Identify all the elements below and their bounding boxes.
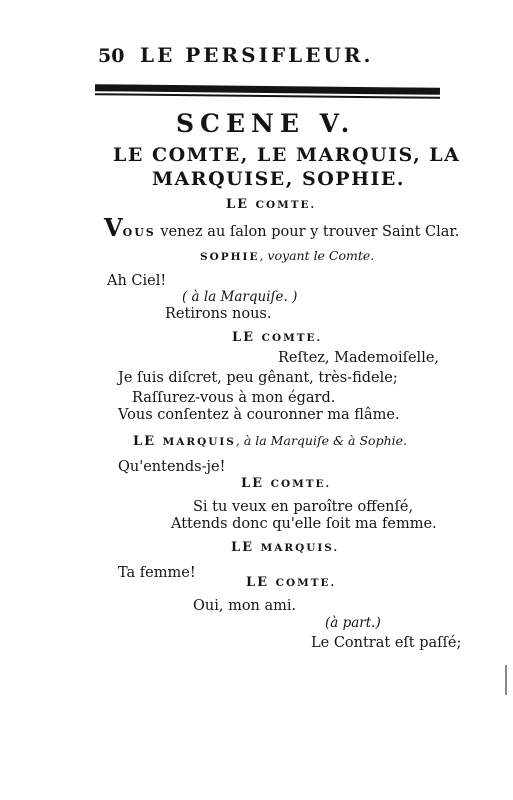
scene-title: SCENE V.: [176, 109, 356, 138]
speaker-name: COMTE.: [275, 577, 337, 589]
speaker-heading: [241, 477, 331, 490]
stage-direction: (à part.): [325, 615, 381, 631]
small-caps-opening: OUS: [122, 226, 156, 239]
dialogue-text: venez au ſalon pour y trouver Saint Clar.: [155, 224, 460, 240]
stage-direction: ( à la Marquiſe. ): [182, 289, 298, 305]
drop-cap: V: [104, 213, 123, 242]
dialogue-line: Oui, mon ami.: [193, 598, 297, 614]
dialogue-line: Je ſuis diſcret, peu gênant, très-fidele;: [118, 370, 398, 386]
running-head: LE PERSIFLEUR.: [140, 43, 374, 67]
speaker-name: MARQUIS.: [260, 542, 340, 554]
cast-list-line-1: LE COMTE, LE MARQUIS, LA: [113, 144, 461, 166]
speaker-article: LE: [241, 476, 265, 491]
speaker-article: LE: [232, 330, 256, 345]
speaker-heading: [133, 435, 407, 448]
dialogue-line: Raſſurez-vous à mon égard.: [132, 390, 336, 406]
stage-direction: , voyant le Comte.: [259, 248, 375, 263]
speaker-heading: [246, 576, 336, 589]
speaker-name: COMTE.: [270, 478, 332, 490]
speaker-heading: [231, 541, 339, 554]
stage-direction: , à la Marquiſe & à Sophie.: [235, 433, 407, 448]
page-number: 50: [98, 45, 125, 67]
dialogue-line: Le Contrat eſt paſſé;: [311, 635, 462, 651]
dialogue-line: Si tu veux en paroître offenſé,: [193, 499, 414, 515]
speaker-heading: [232, 331, 322, 344]
dialogue-line: Qu'entends-je!: [118, 459, 226, 475]
dialogue-line: Ta femme!: [118, 565, 196, 581]
cast-list-line-2: MARQUISE, SOPHIE.: [152, 168, 405, 190]
speaker-heading: [200, 250, 374, 263]
speaker-article: LE: [246, 575, 270, 590]
speaker-name: MARQUIS: [162, 436, 236, 448]
speaker-name: COMTE.: [261, 332, 323, 344]
speaker-heading: [226, 198, 316, 211]
dialogue-line: Reſtez, Mademoiſelle,: [278, 350, 440, 366]
speaker-article: LE: [231, 540, 255, 555]
page-edge-mark: [505, 665, 507, 695]
speaker-article: LE: [226, 197, 250, 212]
speaker-name: COMTE.: [255, 199, 317, 211]
dialogue-line: [104, 213, 460, 242]
speaker-article: LE: [133, 434, 157, 449]
dialogue-line: Retirons nous.: [165, 306, 272, 322]
speaker-name: SOPHIE: [200, 251, 260, 263]
dialogue-line: Ah Ciel!: [107, 273, 167, 289]
dialogue-line: Attends donc qu'elle ſoit ma femme.: [171, 516, 437, 532]
dialogue-line: Vous conſentez à couronner ma flâme.: [118, 407, 400, 423]
